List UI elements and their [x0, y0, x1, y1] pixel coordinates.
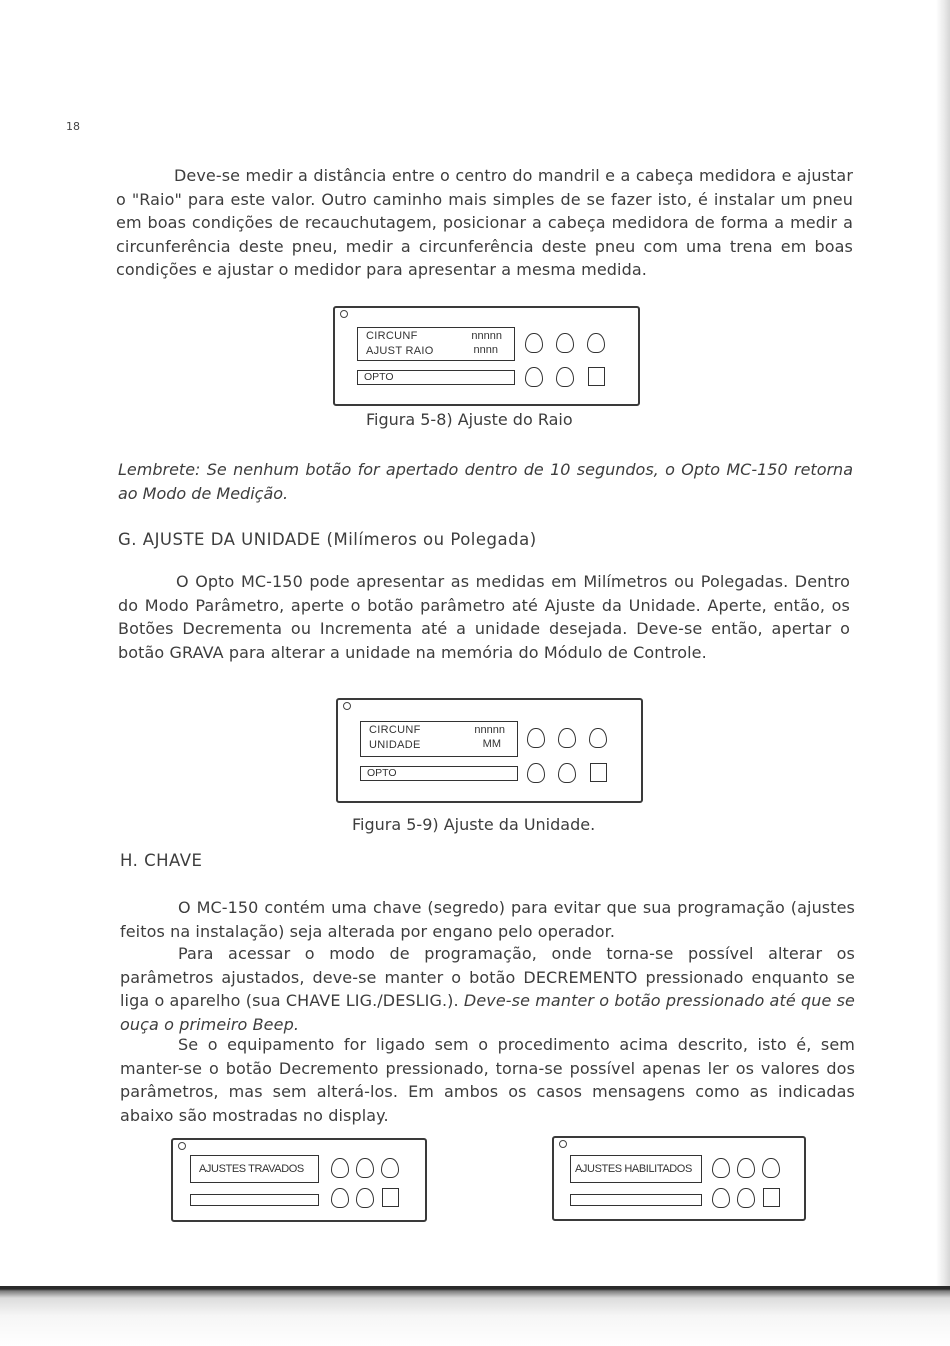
mounting-hole — [178, 1142, 186, 1150]
button-round — [525, 333, 543, 353]
section-h-paragraph-2: Para acessar o modo de programação, onde torna-se possível alterar os parâmetros ajustados, deve-se manter o botão DECREMENTO pressionado enquanto se liga o aparelho (sua CHAVE LIG./DESLIG.). Deve-se manter o botão pressionado até que se ouça o primeiro Beep. — [120, 944, 855, 1034]
lcd-line1-label: CIRCUNF — [369, 724, 421, 736]
button-round — [712, 1158, 730, 1178]
button-round — [558, 763, 576, 783]
figure-caption: Figura 5-8) Ajuste do Raio — [366, 410, 573, 429]
button-round — [762, 1158, 780, 1178]
button-round — [356, 1158, 374, 1178]
button-round — [527, 728, 545, 748]
section-g-heading: G. AJUSTE DA UNIDADE (Milímeros ou Polegada) — [118, 530, 537, 549]
button-round — [737, 1158, 755, 1178]
lcd-line2-value: nnnn — [473, 344, 498, 356]
lcd-screen — [570, 1155, 702, 1183]
button-round — [381, 1158, 399, 1178]
lcd-line1-value: nnnnn — [474, 724, 505, 736]
button-round — [331, 1158, 349, 1178]
lcd-screen — [360, 721, 518, 757]
lcd-line1-value: nnnnn — [471, 330, 502, 342]
button-square — [763, 1188, 780, 1207]
section-h-paragraph-1: O MC-150 contém uma chave (segredo) para evitar que sua programação (ajustes feitos na instalação) seja alterada por engano pelo operador. — [120, 898, 855, 941]
brand-strip — [190, 1194, 319, 1206]
lcd-line2-value: MM — [482, 738, 501, 750]
lcd-message: AJUSTES TRAVADOS — [199, 1163, 304, 1175]
brand-strip — [360, 766, 518, 781]
scan-edge-shadow — [936, 0, 950, 1346]
button-square — [382, 1188, 399, 1207]
reminder-note: Lembrete: Se nenhum botão for apertado dentro de 10 segundos, o Opto MC-150 retorna ao Modo de Medição. — [118, 460, 853, 503]
lcd-line1-label: CIRCUNF — [366, 330, 418, 342]
button-round — [558, 728, 576, 748]
brand-strip-label: OPTO — [367, 767, 397, 779]
button-round — [331, 1188, 349, 1208]
mounting-hole — [343, 702, 351, 710]
display-panel-raio — [333, 306, 640, 406]
lcd-line2-label: AJUST RAIO — [366, 345, 434, 357]
lcd-screen — [190, 1155, 319, 1183]
display-panel-unidade — [336, 698, 643, 803]
page-number: 18 — [66, 120, 80, 133]
button-round — [589, 728, 607, 748]
display-panel-locked — [171, 1138, 427, 1222]
scan-bottom-edge — [0, 1286, 950, 1346]
intro-paragraph: Deve-se medir a distância entre o centro do mandril e a cabeça medidora e ajustar o "Raio" para este valor. Outro caminho mais simples de se fazer isto, é instalar um pneu em boas condições de recauchutagem, posicionar a cabeça medidora de forma a medir a circunferência deste pneu, medir a circunferência deste pneu com uma trena em boas condições e ajustar o medidor para apresentar a mesma medida. — [116, 166, 853, 279]
section-h-heading: H. CHAVE — [120, 851, 203, 870]
figure-caption: Figura 5-9) Ajuste da Unidade. — [352, 815, 596, 834]
emphasis-text: Deve-se manter o botão pressionado até que se ouça o primeiro Beep. — [120, 991, 855, 1034]
lcd-screen — [357, 327, 515, 361]
display-panel-enabled — [552, 1136, 806, 1221]
button-round — [525, 367, 543, 387]
button-round — [356, 1188, 374, 1208]
button-round — [712, 1188, 730, 1208]
button-square — [588, 367, 605, 386]
button-round — [587, 333, 605, 353]
button-round — [527, 763, 545, 783]
mounting-hole — [559, 1140, 567, 1148]
section-h-paragraph-3: Se o equipamento for ligado sem o procedimento acima descrito, isto é, sem manter-se o botão Decremento pressionado, torna-se possível apenas ler os valores dos parâmetros, mas sem alterá-los. Em ambos os casos mensagens como as indicadas abaixo são mostradas no display. — [120, 1035, 855, 1125]
brand-strip-label: OPTO — [364, 371, 394, 383]
button-round — [737, 1188, 755, 1208]
brand-strip — [570, 1194, 702, 1206]
lcd-line2-label: UNIDADE — [369, 739, 421, 751]
mounting-hole — [340, 310, 348, 318]
button-round — [556, 333, 574, 353]
button-round — [556, 367, 574, 387]
section-g-paragraph: O Opto MC-150 pode apresentar as medidas em Milímetros ou Polegadas. Dentro do Modo Parâmetro, aperte o botão parâmetro até Ajuste da Unidade. Aperte, então, os Botões Decrementa ou Incrementa até a unidade desejada. Deve-se então, apertar o botão GRAVA para alterar a unidade na memória do Módulo de Controle. — [118, 572, 850, 662]
button-square — [590, 763, 607, 782]
lcd-message: AJUSTES HABILITADOS — [575, 1163, 692, 1175]
brand-strip — [357, 370, 515, 385]
